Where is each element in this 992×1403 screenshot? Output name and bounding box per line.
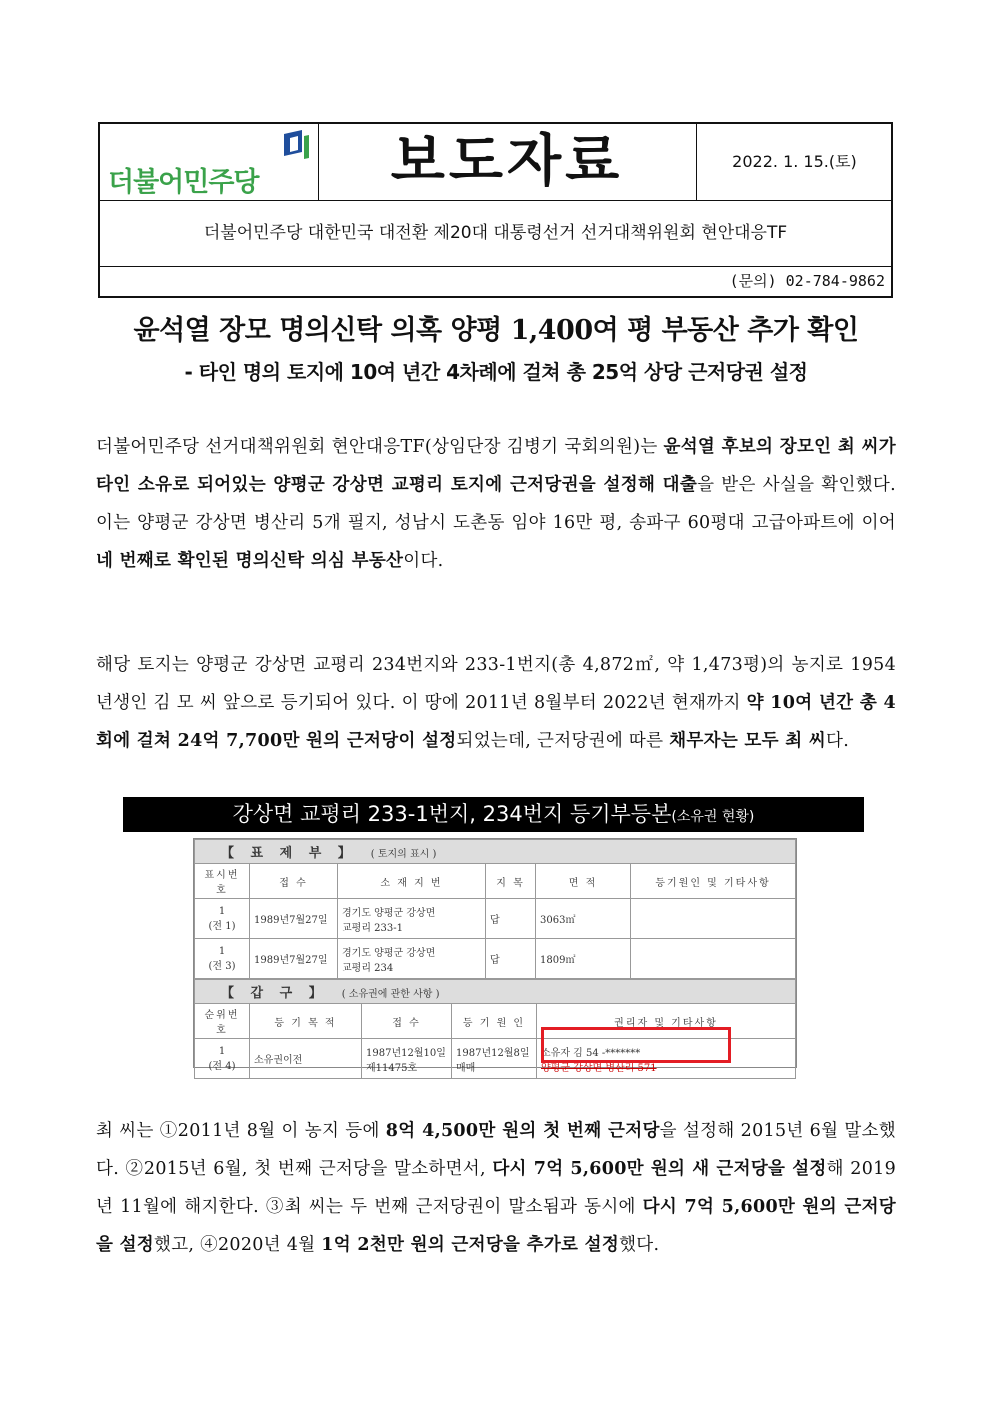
table-row xyxy=(195,939,796,979)
table-cell: 1809㎡ xyxy=(536,939,631,979)
press-header xyxy=(98,122,893,298)
party-logo-icon xyxy=(282,130,310,160)
p2-bold: 약 10여 년간 총 4회에 걸쳐 24억 7,700만 원의 근저당이 설정 xyxy=(96,693,896,751)
section2-note: ( 소유권에 관한 사항 ) xyxy=(341,989,440,1000)
section1-note: ( 토지의 표시 ) xyxy=(370,849,437,860)
col-header: 등기원인 및 기타사항 xyxy=(631,864,796,899)
header-top-row xyxy=(100,124,891,201)
table-cell xyxy=(631,899,796,939)
p2-text: 다. xyxy=(826,731,850,751)
paragraph-3 xyxy=(96,1112,896,1264)
figure-title: 강상면 교평리 233-1번지, 234번지 등기부등본 xyxy=(232,802,672,826)
p2-text: 해당 토지는 양평군 강상면 교평리 234번지와 233-1번지(총 4,872㎡, 약 1,473평)의 농지로 1954년생인 김 모 씨 앞으로 등기되어 있다. 이 땅에 2011년 8월부터 2022년 현재까지 xyxy=(96,655,896,713)
section-header xyxy=(195,980,796,1004)
p1-text: 이다. xyxy=(403,551,444,571)
section1-title: 【 표 제 부 】 xyxy=(221,846,357,861)
highlight-box xyxy=(541,1027,731,1063)
registry-table-1 xyxy=(194,839,796,979)
p3-bold: 다시 7억 5,600만 원의 근저당을 설정 xyxy=(96,1197,896,1255)
figure-banner xyxy=(123,797,864,832)
registry-document xyxy=(193,838,797,1074)
contact-info: (문의) 02-784-9862 xyxy=(729,272,885,290)
p1-text: 을 받은 사실을 확인했다. 이는 양평군 강상면 병산리 5개 필지, 성남시 도촌동 임야 16만 평, 송파구 60평대 고급아파트에 이어 xyxy=(96,475,896,533)
p1-bold: 윤석열 후보의 장모인 최 씨가 타인 소유로 되어있는 양평군 강상면 교평리 토지에 근저당권을 설정해 대출 xyxy=(96,437,896,495)
figure-note: (소유권 현황) xyxy=(671,809,755,825)
owner-address: 양평군 강상면 병산리 571 xyxy=(541,1062,657,1074)
p3-bold: 다시 7억 5,600만 원의 새 근저당을 설정 xyxy=(492,1159,827,1179)
table-cell: 1987년12월10일 제11475호 xyxy=(362,1039,452,1079)
col-header: 권리자 및 기타사항 xyxy=(537,1004,796,1039)
p3-text: 했다. xyxy=(619,1235,660,1255)
col-header: 지 목 xyxy=(486,864,536,899)
p3-bold: 1억 2천만 원의 근저당을 추가로 설정 xyxy=(321,1235,620,1255)
col-header: 소 재 지 번 xyxy=(338,864,486,899)
headline: 윤석열 장모 명의신탁 의혹 양평 1,400여 평 부동산 추가 확인 xyxy=(133,315,859,346)
table-row xyxy=(195,899,796,939)
doc-type-title: 보도자료 xyxy=(318,124,697,200)
table-cell: 1 (전 4) xyxy=(195,1039,250,1079)
col-header: 접 수 xyxy=(250,864,338,899)
p2-text: 되었는데, 근저당권에 따른 xyxy=(456,731,670,751)
col-header: 등 기 원 인 xyxy=(452,1004,537,1039)
table-cell: 경기도 양평군 강상면 교평리 234 xyxy=(338,939,486,979)
party-logo xyxy=(100,124,319,200)
table-cell: 1 (전 3) xyxy=(195,939,250,979)
organization-name: 더불어민주당 대한민국 대전환 제20대 대통령선거 선거대책위원회 현안대응TF xyxy=(100,200,891,267)
table-cell: 1989년7월27일 xyxy=(250,939,338,979)
section-header xyxy=(195,840,796,864)
col-header: 등 기 목 적 xyxy=(250,1004,362,1039)
subheadline: - 타인 명의 토지에 10여 년간 4차례에 걸쳐 총 25억 상당 근저당권 설정 xyxy=(184,360,808,384)
logo-text: 더불어민주당 xyxy=(108,167,259,198)
col-header: 접 수 xyxy=(362,1004,452,1039)
table-cell: 3063㎡ xyxy=(536,899,631,939)
table-cell: 경기도 양평군 강상면 교평리 233-1 xyxy=(338,899,486,939)
table-cell: 1987년12월8일 매매 xyxy=(452,1039,537,1079)
p2-bold: 채무자는 모두 최 씨 xyxy=(669,731,827,751)
paragraph-2 xyxy=(96,646,896,760)
table-cell: 1989년7월27일 xyxy=(250,899,338,939)
section2-title: 【 갑 구 】 xyxy=(221,986,328,1001)
owner-name: 소유자 김 54 -******* xyxy=(541,1047,641,1059)
table-cell: 답 xyxy=(486,939,536,979)
table-cell: 소유권이전 xyxy=(250,1039,362,1079)
table-cell: 답 xyxy=(486,899,536,939)
p3-text: 해 2019년 11월에 해지한다. ③최 씨는 두 번째 근저당권이 말소됨과 동시에 xyxy=(96,1159,897,1217)
table-cell xyxy=(631,939,796,979)
release-date: 2022. 1. 15.(토) xyxy=(732,152,857,171)
col-header: 순위번호 xyxy=(195,1004,250,1039)
p3-text: 을 설정해 2015년 6월 말소했다. ②2015년 6월, 첫 번째 근저당을 말소하면서, xyxy=(96,1121,897,1179)
p1-bold: 네 번째로 확인된 명의신탁 의심 부동산 xyxy=(96,551,404,571)
paragraph-1 xyxy=(96,428,896,580)
p1-text: 더불어민주당 선거대책위원회 현안대응TF(상임단장 김병기 국회의원)는 xyxy=(96,437,664,457)
p3-bold: 8억 4,500만 원의 첫 번째 근저당 xyxy=(385,1121,660,1141)
col-header: 면 적 xyxy=(536,864,631,899)
p3-text: 최 씨는 ①2011년 8월 이 농지 등에 xyxy=(96,1121,386,1141)
p3-text: 했고, ④2020년 4월 xyxy=(154,1235,322,1255)
table-cell: 1 (전 1) xyxy=(195,899,250,939)
col-header: 표시번호 xyxy=(195,864,250,899)
